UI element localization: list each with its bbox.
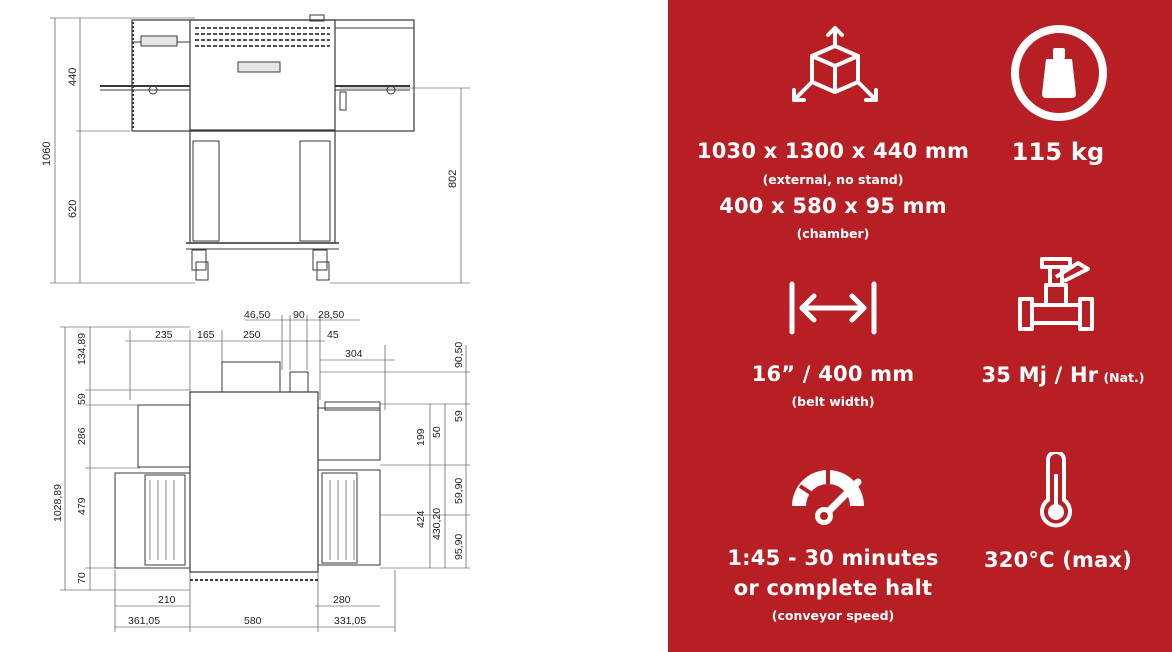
max-temperature: 320°C (max) bbox=[983, 548, 1133, 572]
dim-580: 580 bbox=[244, 615, 262, 627]
dim-1028-89: 1028,89 bbox=[52, 484, 64, 522]
dim-28-50: 28,50 bbox=[318, 309, 345, 321]
dim-250: 250 bbox=[243, 329, 261, 341]
dim-46-50: 46,50 bbox=[244, 309, 271, 321]
belt-width-value: 16” / 400 mm bbox=[751, 362, 915, 386]
dim-45: 45 bbox=[327, 329, 339, 341]
dim-50: 50 bbox=[431, 426, 443, 438]
conveyor-speed-line1: 1:45 - 30 minutes bbox=[727, 546, 939, 570]
dim-199: 199 bbox=[415, 428, 427, 446]
dim-479: 479 bbox=[76, 497, 88, 515]
dim-304: 304 bbox=[345, 348, 363, 360]
dim-59-right: 59 bbox=[453, 410, 465, 422]
specifications-panel bbox=[668, 0, 1172, 652]
belt-width-note: (belt width) bbox=[791, 394, 875, 409]
front-view-drawing bbox=[0, 0, 668, 290]
gas-valve-icon bbox=[1016, 255, 1096, 335]
gas-consumption-value: 35 Mj / Hr bbox=[981, 363, 1099, 387]
conveyor-speed-note: (conveyor speed) bbox=[771, 608, 895, 623]
dim-331-05: 331,05 bbox=[334, 615, 367, 627]
dim-430-20: 430,20 bbox=[431, 507, 443, 540]
dim-424: 424 bbox=[415, 510, 427, 528]
weight-value: 115 kg bbox=[1011, 138, 1105, 166]
dim-59-left: 59 bbox=[76, 393, 88, 405]
speedometer-icon bbox=[788, 462, 868, 528]
cube-axes-icon bbox=[788, 24, 882, 108]
dim-286: 286 bbox=[76, 427, 88, 445]
dim-235: 235 bbox=[155, 329, 173, 341]
gas-consumption-note: (Nat.) bbox=[1103, 370, 1145, 385]
dim-210: 210 bbox=[158, 594, 176, 606]
gas-consumption bbox=[968, 362, 1158, 389]
external-dimensions-note: (external, no stand) bbox=[762, 172, 904, 187]
dim-conveyor-height: 802 bbox=[447, 169, 459, 188]
dim-59-90: 59,90 bbox=[453, 477, 465, 504]
dim-361-05: 361,05 bbox=[128, 615, 161, 627]
weight-icon bbox=[1008, 22, 1110, 124]
dim-total-height: 1060 bbox=[41, 141, 53, 166]
dim-70: 70 bbox=[76, 572, 88, 584]
dim-upper-height: 440 bbox=[67, 67, 79, 86]
dim-134-89: 134,89 bbox=[76, 332, 88, 365]
external-dimensions: 1030 x 1300 x 440 mm bbox=[696, 139, 970, 163]
conveyor-speed-line2: or complete halt bbox=[733, 576, 933, 600]
dim-90: 90 bbox=[293, 309, 305, 321]
width-arrows-icon bbox=[786, 280, 880, 336]
dim-280: 280 bbox=[333, 594, 351, 606]
top-view-drawing bbox=[0, 300, 668, 652]
dim-90-50: 90,50 bbox=[453, 341, 465, 368]
dim-165: 165 bbox=[197, 329, 215, 341]
chamber-dimensions: 400 x 580 x 95 mm bbox=[719, 194, 947, 218]
chamber-dimensions-note: (chamber) bbox=[796, 226, 870, 241]
dim-lower-height: 620 bbox=[67, 199, 79, 218]
dim-95-90: 95,90 bbox=[453, 533, 465, 560]
thermometer-icon bbox=[1036, 452, 1076, 532]
